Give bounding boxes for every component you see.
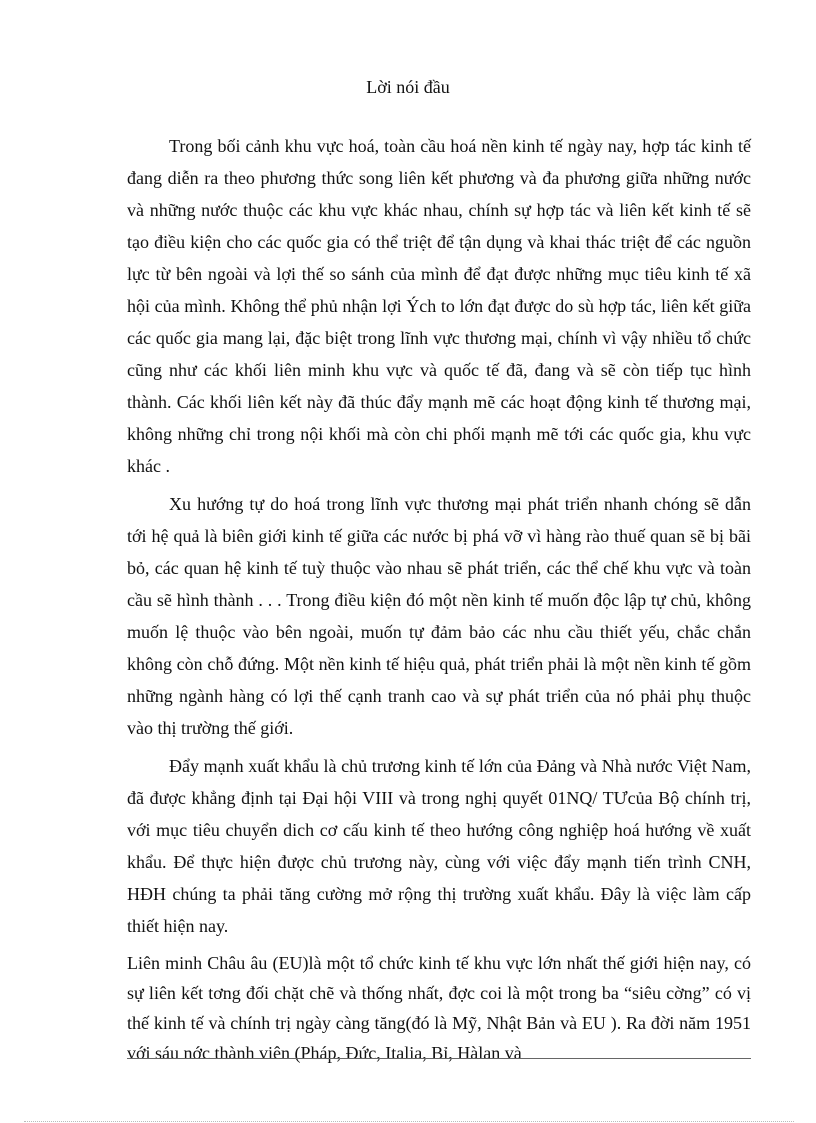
paragraph-2: Xu hướng tự do hoá trong lĩnh vực thương mại phát triển nhanh chóng sẽ dẫn tới hệ quả là biên giới kinh tế giữa các nước bị phá vỡ vì hàng rào thuế quan sẽ bị bãi bỏ, các quan hệ kinh tế tuỳ thuộc vào nhau sẽ phát triển, các thể chế khu vực và toàn cầu sẽ hình thành . . . Trong điều kiện đó một nền kinh tế muốn độc lập tự chủ, không muốn lệ thuộc vào bên ngoài, muốn tự đảm bảo các nhu cầu thiết yếu, chắc chắn không còn chỗ đứng. Một nền kinh tế hiệu quả, phát triển phải là một nền kinh tế gồm những ngành hàng có lợi thế cạnh tranh cao và sự phát triển của nó phải phụ thuộc vào thị trường thế giới. (127, 494, 751, 738)
footer-divider (127, 1058, 751, 1059)
paragraph-4: Liên minh Châu âu (EU)là một tổ chức kinh tế khu vực lớn nhất thế giới hiện nay, có sự liên kết tơng đối chặt chẽ và thống nhất, đợc coi là một trong ba “siêu cờng” có vị thế kinh tế và chính trị ngày càng tăng(đó là Mỹ, Nhật Bản và EU ). Ra đời năm 1951 với sáu nớc thành viên (Pháp, Đức, Italia, Bỉ, Hàlan và (127, 953, 751, 1063)
document-title: Lời nói đầu (366, 77, 450, 97)
page-bottom-edge (24, 1121, 794, 1122)
document-body (127, 130, 751, 1074)
paragraph-3: Đẩy mạnh xuất khẩu là chủ trương kinh tế lớn của Đảng và Nhà nước Việt Nam, đã được khẳng định tại Đại hội VIII và trong nghị quyết 01NQ/ TƯcủa Bộ chính trị, với mục tiêu chuyển dich cơ cấu kinh tế theo hướng công nghiệp hoá hướng về xuất khẩu. Để thực hiện được chủ trương này, cùng với việc đẩy mạnh tiến trình CNH, HĐH chúng ta phải tăng cường mở rộng thị trường xuất khẩu. Đây là việc làm cấp thiết hiện nay. (127, 756, 751, 936)
paragraph-1: Trong bối cảnh khu vực hoá, toàn cầu hoá nền kinh tế ngày nay, hợp tác kinh tế đang diễn ra theo phương thức song liên kết phương và đa phương giữa những nước và những nước thuộc các khu vực khác nhau, chính sự hợp tác và liên kết kinh tế sẽ tạo điều kiện cho các quốc gia có thể triệt để tận dụng và khai thác triệt để các nguồn lực từ bên ngoài và lợi thế so sánh của mình để đạt được những mục tiêu kinh tế xã hội của mình. Không thể phủ nhận lợi Ých to lớn đạt được do sù hợp tác, liên kết giữa các quốc gia mang lại, đặc biệt trong lĩnh vực thương mại, chính vì vậy nhiều tổ chức cũng như các khối liên minh khu vực và quốc tế đã, đang và sẽ còn tiếp tục hình thành. Các khối liên kết này đã thúc đẩy mạnh mẽ các hoạt động kinh tế thương mại, không những chỉ trong nội khối mà còn chi phối mạnh mẽ tới các quốc gia, khu vực khác . (127, 136, 751, 476)
